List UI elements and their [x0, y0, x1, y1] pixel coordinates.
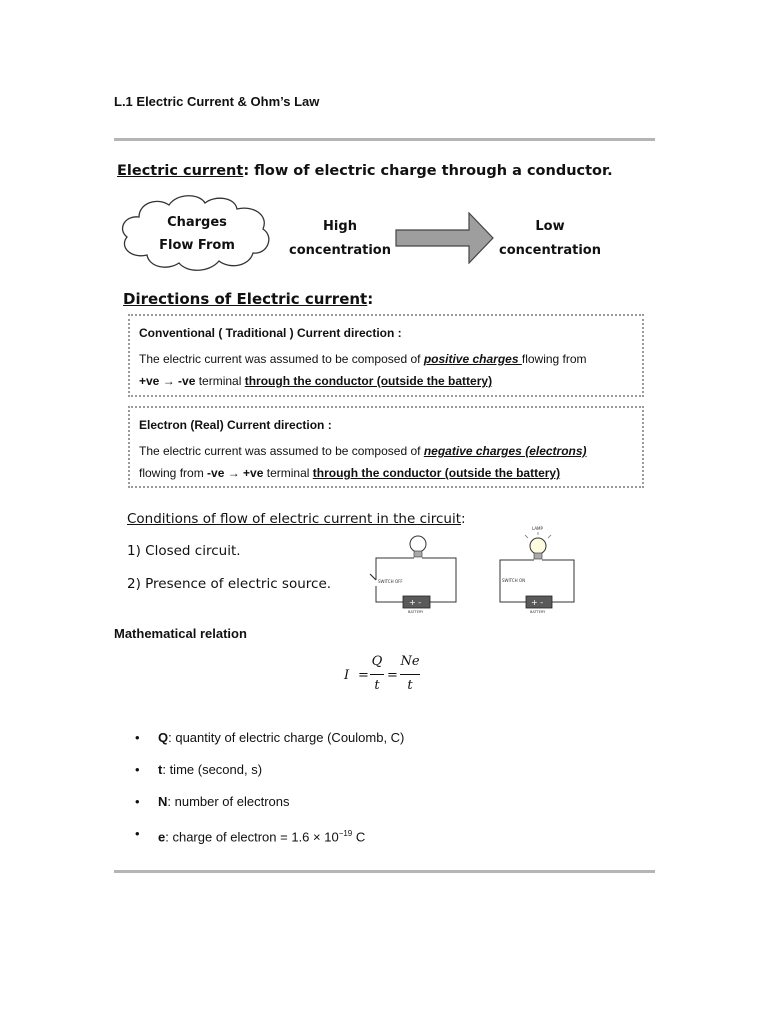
cloud-text [117, 211, 277, 257]
switch-label: SWITCH OFF [378, 579, 403, 584]
conventional-path: through the conductor (outside the battery) [244, 374, 493, 388]
switch-icon [370, 574, 376, 580]
electron-title: Electron (Real) Current direction : [139, 418, 332, 432]
formula-den-1: t [374, 678, 380, 693]
var-unit: C [352, 829, 366, 845]
var-description: : quantity of electric charge (Coulomb, C) [168, 730, 405, 745]
cloud-line-2: Flow From [159, 238, 235, 253]
bullet-icon: • [135, 826, 140, 841]
conventional-box [128, 314, 644, 397]
lesson-title: L.1 Electric Current & Ohm’s Law [114, 94, 320, 109]
svg-text:+ -: + - [409, 598, 422, 607]
var-symbol: t [158, 762, 163, 777]
bullet-icon: • [135, 730, 140, 745]
electron-terminals: -ve → +ve [207, 466, 264, 480]
list-item [135, 826, 404, 858]
from-line-2: concentration [289, 243, 391, 258]
conventional-text-2: flowing from [521, 352, 587, 366]
formula-den-2: t [407, 678, 413, 693]
fraction-bar-1 [370, 674, 384, 675]
formula-num-1: Q [371, 654, 383, 669]
var-symbol: Q [158, 730, 169, 745]
conditions-heading [127, 511, 466, 527]
lamp-icon [410, 536, 426, 557]
conditions-heading-colon: : [461, 511, 466, 527]
variable-list [135, 730, 404, 858]
battery-label: BATTERY [408, 610, 424, 614]
formula-lhs: I [344, 668, 350, 683]
var-symbol: N [158, 794, 168, 809]
top-divider [114, 138, 655, 141]
svg-text:+ -: + - [531, 598, 544, 607]
directions-heading-term: Directions of Electric current [123, 290, 368, 308]
list-item [135, 762, 404, 794]
to-line-1: Low [535, 219, 565, 234]
electron-path: through the conductor (outside the battery) [312, 466, 561, 480]
battery-label: BATTERY [530, 610, 546, 614]
conventional-title: Conventional ( Traditional ) Current direction : [139, 326, 402, 340]
to-line-2: concentration [499, 243, 601, 258]
formula-eq-2: = [387, 668, 398, 683]
electron-text-3: terminal [263, 466, 313, 480]
directions-heading-colon: : [367, 290, 374, 308]
condition-item-1: 1) Closed circuit. [127, 543, 241, 559]
var-description: : charge of electron = 1.6 × 10 [165, 829, 339, 845]
definition-term: Electric current [117, 163, 244, 179]
exponent: −19 [338, 829, 353, 838]
math-heading: Mathematical relation [114, 626, 247, 641]
lamp-label: LAMP [532, 526, 543, 531]
cloud-line-1: Charges [167, 215, 227, 230]
from-concentration [288, 215, 392, 263]
bottom-divider [114, 870, 655, 873]
var-description: : time (second, s) [162, 762, 263, 777]
list-item [135, 794, 404, 826]
lamp-icon [525, 532, 551, 559]
list-item [135, 730, 404, 762]
formula-num-2: Ne [400, 654, 420, 669]
conventional-text-1: The electric current was assumed to be composed of [139, 352, 424, 366]
formula [330, 654, 440, 698]
to-concentration [498, 215, 602, 263]
bullet-icon: • [135, 794, 140, 809]
circuit-diagram-on [494, 524, 586, 614]
conventional-body [139, 348, 633, 392]
switch-label: SWITCH ON [502, 578, 526, 583]
formula-eq-1: = [358, 668, 369, 683]
electron-box [128, 406, 644, 488]
fraction-bar-2 [400, 674, 420, 675]
conventional-terminals: +ve → -ve [139, 374, 196, 388]
conventional-text-3: terminal [195, 374, 245, 388]
bullet-icon: • [135, 762, 140, 777]
electron-text-1: The electric current was assumed to be composed of [139, 444, 424, 458]
conventional-charges: positive charges [423, 352, 522, 366]
circuit-diagram-off [368, 530, 460, 614]
definition-text: : flow of electric charge through a conductor. [243, 163, 613, 179]
conditions-heading-text: Conditions of flow of electric current in the circuit [127, 511, 462, 527]
from-line-1: High [323, 219, 357, 234]
directions-heading [123, 290, 373, 308]
var-symbol: e [158, 829, 166, 845]
definition-line [117, 163, 613, 179]
electron-text-2: flowing from [139, 466, 208, 480]
electron-charges: negative charges (electrons) [423, 444, 587, 458]
condition-item-2: 2) Presence of electric source. [127, 576, 332, 592]
arrow-right-icon [395, 212, 495, 264]
var-description: : number of electrons [167, 794, 290, 809]
electron-body [139, 440, 633, 484]
